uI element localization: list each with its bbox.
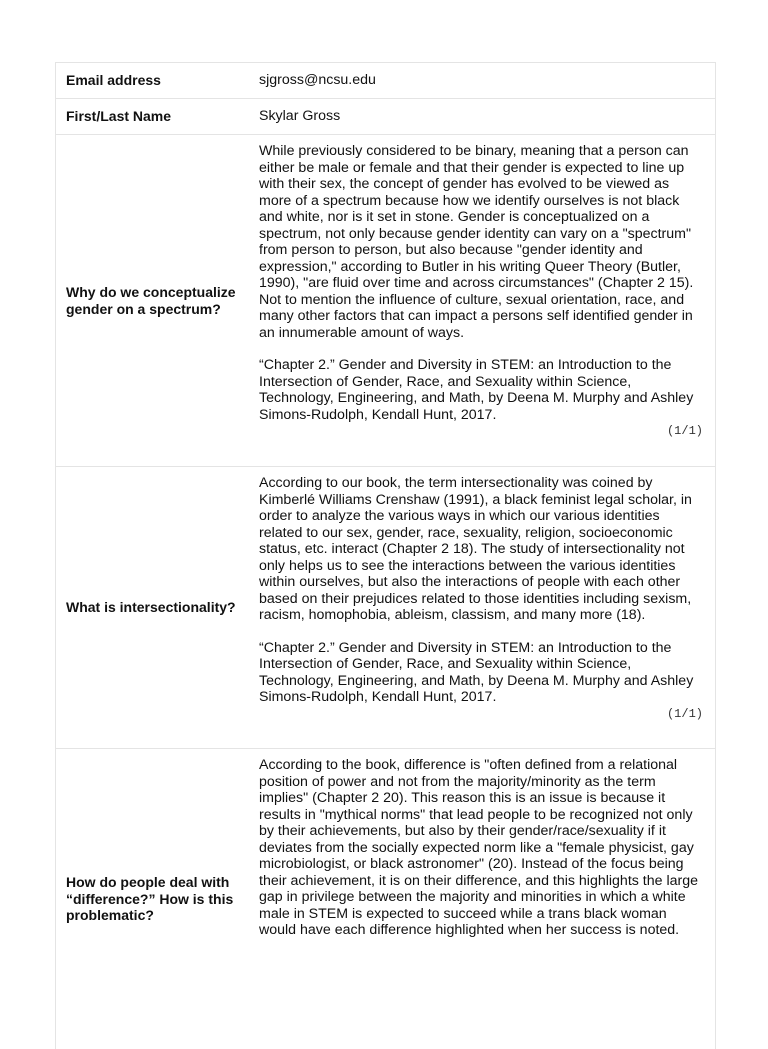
answer-cell-difference: [249, 749, 715, 1049]
answer-cell-intersectionality: [249, 467, 715, 748]
field-row-name: [56, 99, 715, 135]
page-indicator-spectrum: (1/1): [666, 424, 703, 438]
question-row-spectrum: [56, 135, 715, 467]
question-label-intersectionality: What is intersectionality?: [66, 599, 236, 616]
answer-cell-spectrum: [249, 135, 715, 466]
citation-text-spectrum: “Chapter 2.” Gender and Diversity in STEM: an Introduction to the Intersection of Gender, Race, and Sexuality within Science, Technology, Engineering, and Math, by Deena M. Murphy and Ashley Simons-Rudolph, Kendall Hunt, 2017.: [259, 357, 694, 423]
answer-text-spectrum: While previously considered to be binary, meaning that a person can either be male or female and that their gender is expected to line up with their sex, the concept of gender has evolved to be viewed as more of a spectrum because how we identify ourselves is not black and white, nor is it set in stone. Gender is conceptualized on a spectrum, not only because gender identity can vary on a "spectrum" from person to person, but also because "gender identity and expression," according to Butler in his writing Queer Theory (Butler, 1990), "are fluid over time and across circumstances" (Chapter 2 15). Not to mention the influence of culture, sexual orientation, race, and many other factors that can impact a persons self identified gender in an innumerable amount of ways.: [259, 143, 694, 341]
question-label-spectrum: Why do we conceptualize gender on a spectrum?: [66, 284, 236, 317]
question-row-difference: [56, 749, 715, 1049]
question-label-difference: How do people deal with “difference?” How is this problematic?: [66, 874, 234, 924]
page-indicator-intersectionality: (1/1): [666, 706, 703, 721]
answer-text-difference: According to the book, difference is "often defined from a relational position of power and not from the majority/minority as the term implies" (Chapter 2 20). This reason this is an issue is because it results in "mythical norms" that lead people to be recognized not only by their achievements, but also by their gender/race/sexuality if it deviates from the socially expected norm like a "female physicist, gay microbiologist, or black astronomer" (20). Instead of the focus being their achievement, it is on their difference, and this highlights the large gap in privilege between the majority and minorities in which a white male in STEM is expected to succeed while a trans black woman would have each difference highlighted when her success is noted.: [259, 757, 699, 938]
field-value-name: Skylar Gross: [259, 108, 341, 125]
question-row-intersectionality: [56, 467, 715, 749]
answer-text-intersectionality: According to our book, the term intersectionality was coined by Kimberlé Williams Crenshaw (1991), a black feminist legal scholar, in order to analyze the various ways in which our various identities related to our sex, gender, race, sexuality, religion, socioeconomic status, etc. interact (Chapter 2 18). The study of intersectionality not only helps us to see the interactions between the various identities within ourselves, but also the interactions of people with each other based on their prejudices related to those identities including sexism, racism, homophobia, ableism, classism, and many more (18).: [259, 475, 692, 623]
field-row-email: [56, 63, 715, 99]
field-label-name: First/Last Name: [66, 108, 172, 125]
citation-text-intersectionality: “Chapter 2.” Gender and Diversity in STEM: an Introduction to the Intersection of Gender, Race, and Sexuality within Science, Technology, Engineering, and Math, by Deena M. Murphy and Ashley Simons-Rudolph, Kendall Hunt, 2017.: [259, 639, 694, 705]
field-value-email: sjgross@ncsu.edu: [259, 72, 376, 89]
field-label-email: Email address: [66, 72, 161, 89]
response-table: [55, 62, 716, 1049]
